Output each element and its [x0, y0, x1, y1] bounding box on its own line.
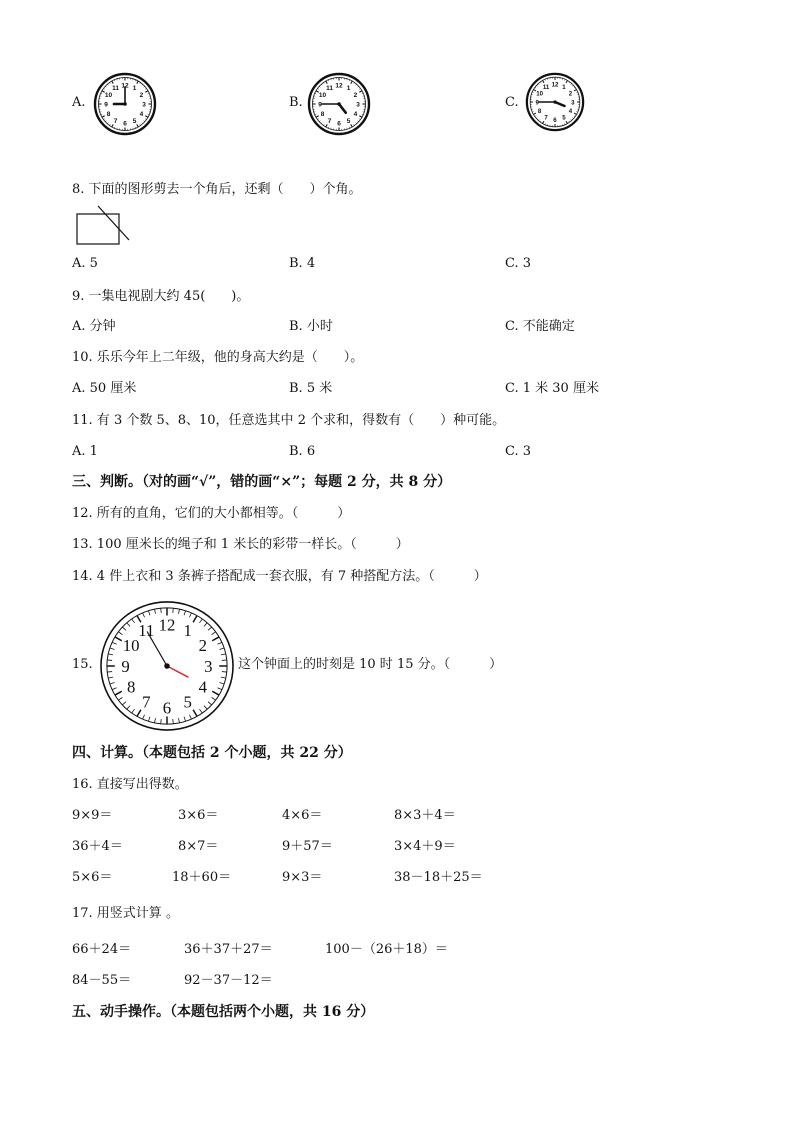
q10-stem: 10. 乐乐今年上二年级，他的身高大约是（ ）。 [72, 350, 364, 365]
q9-stem: 9. 一集电视剧大约 45( )。 [72, 289, 250, 304]
clock-center [553, 100, 556, 103]
clock-numeral: 12 [121, 82, 129, 90]
q16-expr: 3×4＋9＝ [394, 839, 456, 854]
q14-text: 14. 4 件上衣和 3 条裤子搭配成一套衣服，有 7 种搭配方法。（ ） [72, 569, 487, 584]
big-clock-numeral: 12 [158, 615, 176, 635]
q11-option-b: B. 6 [289, 444, 316, 459]
big-clock-tick [161, 719, 162, 724]
q12-text: 12. 所有的直角，它们的大小都相等。（ ） [72, 506, 351, 521]
clock-numeral: 6 [337, 120, 341, 128]
clock-numeral: 6 [123, 120, 127, 128]
big-clock-numeral: 8 [126, 677, 136, 697]
q16-expr: 8×3＋4＝ [394, 808, 456, 823]
big-clock-center [164, 663, 170, 669]
q16-expr: 18＋60＝ [172, 870, 232, 885]
clock-numeral: 5 [562, 114, 566, 122]
clock-numeral: 8 [320, 110, 325, 118]
clock-numeral: 7 [327, 117, 332, 125]
q11-option-a: A. 1 [72, 444, 98, 459]
big-clock-numeral: 6 [162, 698, 172, 718]
q7-option-b-label: B. [289, 95, 303, 110]
clock-numeral: 12 [335, 82, 343, 90]
big-clock-numeral: 11 [138, 621, 155, 641]
clock-numeral: 3 [356, 101, 360, 109]
clock-numeral: 12 [551, 81, 559, 89]
clock-numeral: 10 [318, 91, 327, 99]
q13-text: 13. 100 厘米长的绳子和 1 米长的彩带一样长。（ ） [72, 537, 409, 552]
clock-numeral: 2 [568, 90, 573, 98]
q16-expr: 8×7＝ [178, 839, 219, 854]
clock-numeral: 11 [326, 84, 333, 92]
q9-option-c: C. 不能确定 [505, 319, 575, 334]
q10-option-c: C. 1 米 30 厘米 [505, 381, 599, 396]
q11-stem: 11. 有 3 个数 5、8、10，任意选其中 2 个求和，得数有（ ）种可能。 [72, 413, 506, 428]
clock-numeral: 10 [104, 91, 113, 99]
clock-numeral: 10 [536, 90, 543, 98]
big-clock-tick [173, 608, 174, 613]
q15-text: 这个钟面上的时刻是 10 时 15 分。（ ） [238, 657, 503, 672]
q10-option-b: B. 5 米 [289, 381, 333, 396]
q16-expr: 38－18＋25＝ [394, 870, 483, 885]
clock-numeral: 9 [318, 101, 322, 109]
big-clock-numeral: 4 [198, 677, 208, 697]
q16-expr: 3×6＝ [178, 808, 219, 823]
clock-numeral: 5 [132, 117, 137, 125]
clock-numeral: 7 [113, 117, 118, 125]
clock-center [123, 102, 127, 106]
q7-option-c-clock-icon [525, 72, 585, 132]
section-5-heading: 五、动手操作。（本题包括两个小题，共 16 分） [72, 1004, 375, 1020]
q8-option-c: C. 3 [505, 256, 532, 271]
q8-option-b: B. 4 [289, 256, 316, 271]
clock-numeral: 11 [112, 84, 119, 92]
q9-option-b: B. 小时 [289, 319, 333, 334]
clock-numeral: 4 [353, 110, 358, 118]
q16-expr: 5×6＝ [72, 870, 113, 885]
clock-numeral: 9 [535, 99, 539, 107]
clock-numeral: 2 [139, 91, 144, 99]
q7-option-a-label: A. [72, 95, 86, 110]
clock-numeral: 3 [571, 99, 575, 107]
big-clock-numeral: 9 [121, 656, 130, 676]
clock-numeral: 4 [568, 108, 573, 116]
big-clock-numeral: 5 [183, 692, 192, 712]
clock-numeral: 7 [544, 114, 548, 122]
big-clock-tick [173, 719, 174, 724]
clock-numeral: 5 [346, 117, 351, 125]
q8-stem: 8. 下面的图形剪去一个角后，还剩（ ）个角。 [72, 182, 362, 197]
clock-numeral: 3 [142, 101, 146, 109]
clock-numeral: 4 [139, 110, 144, 118]
big-clock-numeral: 3 [204, 656, 213, 676]
big-clock-numeral: 1 [183, 621, 192, 641]
section-3-heading: 三、判断。（对的画“√”，错的画“×”；每题 2 分，共 8 分） [72, 474, 452, 490]
q11-option-c: C. 3 [505, 444, 532, 459]
q16-expr: 36＋4＝ [72, 839, 123, 854]
q7-option-b-clock-icon [307, 72, 371, 136]
q17-expr: 92－37－12＝ [184, 973, 273, 988]
q16-expr: 9×9＝ [72, 808, 113, 823]
clock-numeral: 8 [537, 108, 542, 116]
cut-rectangle-figure [74, 204, 132, 246]
q10-option-a: A. 50 厘米 [72, 381, 137, 396]
q7-option-a-clock-icon [93, 72, 157, 136]
clock-numeral: 11 [542, 83, 550, 91]
clock-center [337, 102, 341, 106]
q16-stem: 16. 直接写出得数。 [72, 777, 188, 792]
big-clock-numeral: 10 [122, 636, 140, 656]
clock-numeral: 1 [346, 84, 351, 92]
big-clock-numeral: 7 [142, 692, 151, 712]
q17-expr: 100－（26＋18）＝ [325, 942, 448, 957]
q9-option-a: A. 分钟 [72, 319, 116, 334]
big-clock-numeral: 2 [198, 636, 208, 656]
q16-expr: 9＋57＝ [282, 839, 333, 854]
q17-expr: 36＋37＋27＝ [184, 942, 273, 957]
q16-expr: 4×6＝ [282, 808, 323, 823]
clock-numeral: 1 [132, 84, 137, 92]
q17-expr: 66＋24＝ [72, 942, 132, 957]
clock-numeral: 8 [106, 110, 111, 118]
q16-expr: 9×3＝ [282, 870, 323, 885]
clock-numeral: 9 [104, 101, 108, 109]
big-clock-tick [161, 608, 162, 613]
q17-stem: 17. 用竖式计算 。 [72, 906, 179, 921]
q15-clock-face-icon [98, 599, 236, 733]
q17-expr: 84－55＝ [72, 973, 132, 988]
q7-option-c-label: C. [505, 95, 519, 110]
section-4-heading: 四、计算。（本题包括 2 个小题，共 22 分） [72, 745, 352, 761]
clock-numeral: 6 [553, 117, 557, 125]
clock-numeral: 1 [562, 83, 566, 91]
q8-option-a: A. 5 [72, 256, 98, 271]
q15-number: 15. [72, 657, 93, 672]
clock-numeral: 2 [353, 91, 358, 99]
